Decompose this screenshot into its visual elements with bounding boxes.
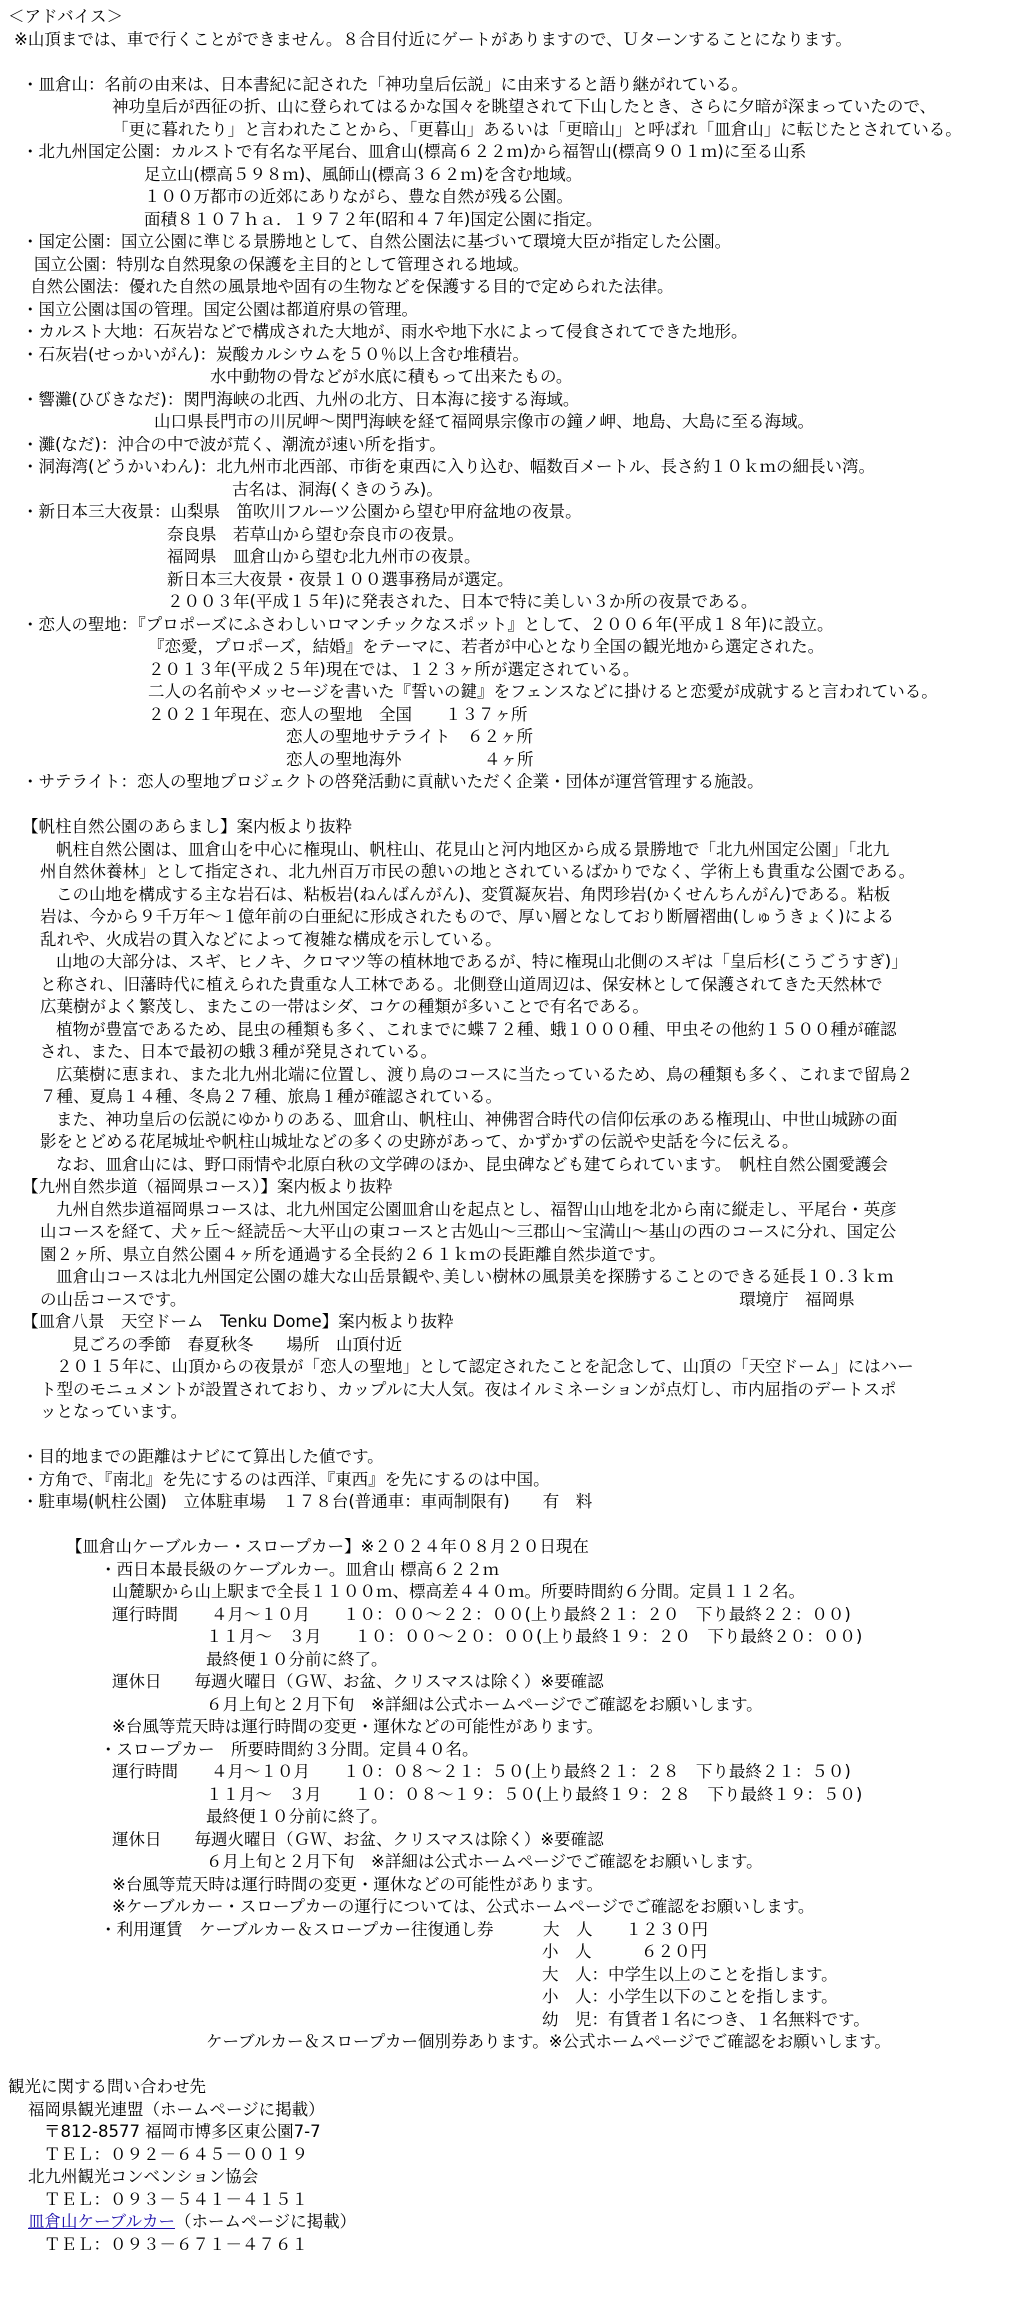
line-text: ・恋人の聖地：『プロポーズにふさわしいロマンチックなスポット』として、２００６年(平成１８年)に設立。	[22, 614, 834, 634]
text-line	[0, 929, 1033, 952]
text-line	[0, 524, 1033, 547]
text-line	[0, 1401, 1033, 1424]
line-text: ・響灘(ひびきなだ)：関門海峡の北西、九州の北方、日本海に接する海域。	[22, 389, 580, 409]
text-line	[0, 1154, 1033, 1177]
line-text: と称され、旧藩時代に植えられた貴重な人工林である。北側登山道周辺は、保安林として保護されてきた天然林で	[40, 974, 883, 994]
blank-line	[0, 1514, 1033, 1537]
line-text: 恋人の聖地海外 ４ヶ所	[286, 749, 534, 769]
text-line	[0, 1064, 1033, 1087]
line-text: ・西日本最長級のケーブルカー。皿倉山 標高６２２ｍ	[100, 1559, 500, 1579]
line-text: され、また、日本で最初の蛾３種が発見されている。	[40, 1042, 437, 1061]
text-line	[0, 951, 1033, 974]
line-text: ・カルスト大地：石灰岩などで構成された大地が、雨水や地下水によって侵食されてできた地形。	[22, 322, 748, 341]
cable-car-link[interactable]: 皿倉山ケーブルカー	[28, 2212, 176, 2231]
line-text: ６月上旬と２月下旬 ※詳細は公式ホームページでご確認をお願いします。	[206, 1694, 763, 1714]
text-line	[0, 1874, 1033, 1897]
line-text: ７種、夏鳥１４種、冬鳥２７種、旅鳥１種が確認されている。	[40, 1087, 502, 1106]
line-text: 最終便１０分前に終了。	[206, 1649, 388, 1669]
line-text: 植物が豊富であるため、昆虫の種類も多く、これまでに蝶７２種、蛾１０００種、甲虫その他約１５００種が確認	[56, 1019, 897, 1039]
text-line	[0, 2121, 1033, 2144]
text-line	[0, 1716, 1033, 1739]
text-line	[0, 974, 1033, 997]
line-text: ＜アドバイス＞	[8, 7, 124, 26]
text-line	[0, 119, 1033, 142]
text-line	[0, 1446, 1033, 1469]
text-line	[0, 74, 1033, 97]
text-line	[0, 1041, 1033, 1064]
text-line	[0, 1019, 1033, 1042]
text-line	[0, 1334, 1033, 1357]
text-line	[0, 2166, 1033, 2189]
line-text: 新日本三大夜景・夜景１００選事務局が選定。	[167, 569, 514, 589]
text-line	[0, 1176, 1033, 1199]
text-line	[0, 1356, 1033, 1379]
text-line	[0, 861, 1033, 884]
line-text: 山口県長門市の川尻岬～関門海峡を経て福岡県宗像市の鐘ノ岬、地島、大島に至る海域。	[154, 412, 814, 431]
line-text: 小 人：小学生以下のことを指します。	[542, 1987, 838, 2006]
line-text: ・国定公園：国立公園に準じる景勝地として、自然公園法に基づいて環境大臣が指定した公園。	[22, 232, 732, 251]
line-text: 小 人 ６２０円	[542, 1942, 707, 1961]
text-line	[0, 1266, 1033, 1289]
line-text: 自然公園法：優れた自然の風景地や固有の生物などを保護する目的で定められた法律。	[30, 277, 674, 296]
line-text: ・方角で、『南北』を先にするのは西洋、『東西』を先にするのは中国。	[22, 1469, 550, 1489]
text-line	[0, 2031, 1033, 2054]
line-text: 福岡県 皿倉山から望む北九州市の夜景。	[167, 547, 481, 566]
line-text: ・皿倉山：名前の由来は、日本書紀に記された「神功皇后伝説」に由来すると語り継がれている。	[22, 74, 748, 94]
line-text: ６月上旬と２月下旬 ※詳細は公式ホームページでご確認をお願いします。	[206, 1852, 763, 1871]
line-text: ※山頂までは、車で行くことができません。８合目付近にゲートがありますので、Ｕターンすることになります。	[14, 29, 852, 49]
line-text: 北九州観光コンベンション協会	[28, 2167, 259, 2186]
line-text: １１月～ ３月 １０：００～２０：００(上り最終１９：２０ 下り最終２０：００)	[206, 1627, 863, 1646]
line-text: ２００３年(平成１５年)に発表された、日本で特に美しい３か所の夜景である。	[167, 592, 758, 611]
line-text: 面積８１０７ｈａ．１９７２年(昭和４７年)国定公園に指定。	[144, 209, 603, 229]
text-line	[0, 2076, 1033, 2099]
line-text: 恋人の聖地サテライト ６２ヶ所	[286, 727, 534, 746]
text-line	[0, 1829, 1033, 1852]
text-line	[0, 411, 1033, 434]
line-text: １００万都市の近郊にありながら、豊な自然が残る公園。	[144, 187, 573, 206]
text-line	[0, 456, 1033, 479]
line-text: また、神功皇后の伝説にゆかりのある、皿倉山、帆柱山、神佛習合時代の信仰伝承のある権現山、中世山城跡の面	[56, 1109, 898, 1129]
text-line	[0, 1941, 1033, 1964]
line-text: 神功皇后が西征の折、山に登られてはるかな国々を眺望されて下山したとき、さらに夕暗が深まっていたので、	[112, 97, 937, 116]
text-line	[0, 1221, 1033, 1244]
line-text: この山地を構成する主な岩石は、粘板岩(ねんばんがん)、変質凝灰岩、角閃珍岩(かくせんちんがん)である。粘板	[56, 884, 891, 904]
text-line	[0, 1086, 1033, 1109]
line-text: ２０１３年(平成２５年)現在では、１２３ヶ所が選定されている。	[148, 659, 640, 679]
line-text: 乱れや、火成岩の貫入などによって複雑な構成を示している。	[40, 929, 502, 949]
text-line	[0, 1131, 1033, 1154]
line-text: 見ごろの季節 春夏秋冬 場所 山頂付近	[72, 1334, 402, 1354]
text-line	[0, 344, 1033, 367]
line-text: 「更に暮れたり」と言われたことから、「更暮山」あるいは「更暗山」と呼ばれ「皿倉山」に転じたとされている。	[112, 119, 962, 139]
text-line	[0, 209, 1033, 232]
line-text: ・国立公園は国の管理。国定公園は都道府県の管理。	[22, 299, 418, 319]
text-line	[0, 1986, 1033, 2009]
text-line	[0, 2099, 1033, 2122]
line-text: ＴＥＬ：０９３－５４１－４１５１	[44, 2189, 308, 2209]
text-line	[0, 1694, 1033, 1717]
line-text: 運行時間 ４月～１０月 １０：００～２２：００(上り最終２１：２０ 下り最終２２：００)	[112, 1604, 851, 1624]
text-line	[0, 1896, 1033, 1919]
text-line	[0, 366, 1033, 389]
line-text: 【皿倉八景 天空ドーム Tenku Dome】案内板より抜粋	[22, 1312, 454, 1331]
line-text: ・石灰岩(せっかいがん)：炭酸カルシウムを５０％以上含む堆積岩。	[22, 344, 529, 364]
text-line	[0, 996, 1033, 1019]
text-line	[0, 659, 1033, 682]
line-text: 皿倉山コースは北九州国定公園の雄大な山岳景観や､美しい樹林の風景美を探勝することのできる延長１０.３ｋｍ	[56, 1267, 894, 1286]
text-line	[0, 2009, 1033, 2032]
line-text: 国立公園：特別な自然現象の保護を主目的として管理される地域。	[34, 254, 529, 274]
text-line	[0, 884, 1033, 907]
line-text: ・目的地までの距離はナビにて算出した値です。	[22, 1447, 384, 1466]
text-line	[0, 1109, 1033, 1132]
line-text: ッとなっています。	[40, 1402, 188, 1421]
line-text: ・駐車場(帆柱公園) 立体駐車場 １７８台(普通車：車両制限有) 有 料	[22, 1492, 593, 1511]
line-text: 岩は、今から９千万年～１億年前の白亜紀に形成されたもので、厚い層となしており断層褶曲(しゅうきょく)による	[40, 907, 895, 926]
text-line	[0, 29, 1033, 52]
text-line	[0, 141, 1033, 164]
text-line	[0, 501, 1033, 524]
line-text: 水中動物の骨などが水底に積もって出来たもの。	[210, 367, 573, 386]
line-text: ※ケーブルカー・スロープカーの運行については、公式ホームページでご確認をお願いします。	[112, 1897, 815, 1916]
line-text: ２０１５年に、山頂からの夜景が「恋人の聖地」として認定されたことを記念して、山頂の「天空ドーム」にはハー	[56, 1357, 914, 1376]
line-text: １１月～ ３月 １０：０８～１９：５０(上り最終１９：２８ 下り最終１９：５０)	[206, 1784, 863, 1804]
line-text: 二人の名前やメッセージを書いた『誓いの鍵』をフェンスなどに掛けると恋愛が成就すると言われている。	[148, 682, 938, 701]
line-text: ・スロープカー 所要時間約３分間。定員４０名。	[100, 1739, 479, 1759]
line-text: ケーブルカー＆スロープカー個別券あります。※公式ホームページでご確認をお願いします。	[206, 2032, 891, 2051]
line-text: 州自然休養林」として指定され、北九州百万市民の憩いの地とされているばかりでなく、学術上も貴重な公園である。	[40, 862, 916, 881]
line-text: 運休日 毎週火曜日（ＧＷ、お盆、クリスマスは除く）※要確認	[112, 1672, 604, 1691]
line-text: ト型のモニュメントが設置されており、カップルに大人気。夜はイルミネーションが点灯し、市内屈指のデートスポ	[40, 1379, 897, 1399]
line-text: 足立山(標高５９８ｍ)、風師山(標高３６２ｍ)を含む地域。	[144, 164, 583, 184]
text-line	[0, 1289, 1033, 1312]
text-line	[0, 569, 1033, 592]
text-line	[0, 6, 1033, 29]
text-line	[0, 1739, 1033, 1762]
line-text: 【九州自然歩道（福岡県コース）】案内板より抜粋	[22, 1177, 393, 1196]
blank-line	[0, 794, 1033, 817]
line-text: 奈良県 若草山から望む奈良市の夜景。	[167, 524, 464, 544]
line-text: 運休日 毎週火曜日（ＧＷ、お盆、クリスマスは除く）※要確認	[112, 1829, 604, 1849]
line-text: ・サテライト：恋人の聖地プロジェクトの啓発活動に貢献いただく企業・団体が運営管理する施設。	[22, 772, 764, 791]
text-line	[0, 1964, 1033, 1987]
text-line	[0, 1491, 1033, 1514]
text-line	[0, 726, 1033, 749]
line-text: 帆柱自然公園は、皿倉山を中心に権現山、帆柱山、花見山と河内地区から成る景勝地で「北九州国定公園」「北九	[56, 839, 890, 859]
line-text: 古名は、洞海(くきのうみ)。	[232, 479, 443, 499]
text-line	[0, 1784, 1033, 1807]
text-line	[0, 546, 1033, 569]
line-text: 大 人：中学生以上のことを指します。	[542, 1964, 838, 1984]
text-line	[0, 1626, 1033, 1649]
text-line	[0, 1806, 1033, 1829]
blank-line	[0, 2054, 1033, 2077]
text-line	[0, 1671, 1033, 1694]
text-line	[0, 479, 1033, 502]
text-line	[0, 1649, 1033, 1672]
line-text: 福岡県観光連盟（ホームページに掲載）	[28, 2099, 325, 2119]
text-line	[0, 816, 1033, 839]
text-line	[0, 636, 1033, 659]
blank-line	[0, 1424, 1033, 1447]
text-line	[0, 96, 1033, 119]
line-text: 最終便１０分前に終了。	[206, 1807, 388, 1826]
text-line	[0, 1581, 1033, 1604]
line-text: ２０２１年現在、恋人の聖地 全国 １３７ヶ所	[148, 704, 528, 724]
text-line	[0, 614, 1033, 637]
line-text: ＴＥＬ：０９２－６４５－００１９	[44, 2144, 308, 2164]
text-line	[0, 771, 1033, 794]
text-line	[0, 389, 1033, 412]
text-line	[0, 1311, 1033, 1334]
text-line	[0, 704, 1033, 727]
line-text: 山地の大部分は、スギ、ヒノキ、クロマツ等の植林地であるが、特に権現山北側のスギは「皇后杉(こうごうすぎ)」	[56, 952, 908, 971]
text-line	[0, 299, 1033, 322]
text-line	[0, 839, 1033, 862]
text-line	[0, 1919, 1033, 1942]
line-text: ・新日本三大夜景：山梨県 笛吹川フルーツ公園から望む甲府盆地の夜景。	[22, 502, 582, 521]
text-line	[0, 591, 1033, 614]
text-line	[0, 276, 1033, 299]
text-line	[0, 1199, 1033, 1222]
line-text: ・北九州国定公園：カルストで有名な平尾台、皿倉山(標高６２２ｍ)から福智山(標高９０１ｍ)に至る山系	[22, 142, 807, 161]
text-line	[0, 321, 1033, 344]
text-line	[0, 186, 1033, 209]
line-text: 広葉樹に恵まれ、また北九州北端に位置し、渡り鳥のコースに当たっているため、鳥の種類も多く、これまで留鳥２	[56, 1064, 914, 1084]
text-line	[0, 1379, 1033, 1402]
text-line	[0, 231, 1033, 254]
line-text: ・灘(なだ)：沖合の中で波が荒く、潮流が速い所を指す。	[22, 434, 446, 454]
text-line	[0, 1604, 1033, 1627]
line-text: ※台風等荒天時は運行時間の変更・運休などの可能性があります。	[112, 1874, 604, 1894]
line-text: 〒812-8577 福岡市博多区東公園7-7	[44, 2122, 321, 2141]
text-line	[0, 681, 1033, 704]
text-line	[0, 906, 1033, 929]
text-line	[0, 2189, 1033, 2212]
line-text: 山コースを経て、犬ヶ丘～経読岳～大平山の東コースと古処山～三郡山～宝満山～基山の西のコースに分れ、国定公	[40, 1222, 897, 1241]
line-text: 広葉樹がよく繁茂し、またこの一帯はシダ、コケの種類が多いことで有名である。	[40, 997, 649, 1016]
text-line	[0, 1469, 1033, 1492]
line-text: なお、皿倉山には、野口雨情や北原白秋の文学碑のほか、昆虫碑なども建てられています。 帆柱自然公園愛護会	[56, 1154, 888, 1174]
text-line	[0, 164, 1033, 187]
line-text: 幼 児：有賃者１名につき、１名無料です。	[542, 2009, 870, 2029]
line-text: ・利用運賃 ケーブルカー＆スロープカー往復通し券 大 人 １２３０円	[100, 1919, 709, 1939]
text-line	[0, 2144, 1033, 2167]
line-text: ・洞海湾(どうかいわん)：北九州市北西部、市街を東西に入り込む、幅数百メートル、長さ約１０ｋｍの細長い湾。	[22, 457, 876, 476]
line-text: の山岳コースです。 環境庁 福岡県	[40, 1289, 855, 1309]
line-text: （ホームページに掲載）	[175, 2212, 357, 2231]
text-line	[0, 2211, 1033, 2234]
line-text: 運行時間 ４月～１０月 １０：０８～２１：５０(上り最終２１：２８ 下り最終２１：５０)	[112, 1762, 851, 1781]
line-text: 【帆柱自然公園のあらまし】案内板より抜粋	[22, 817, 352, 836]
line-text: 【皿倉山ケーブルカー・スロープカー】※２０２４年０８月２０日現在	[66, 1537, 589, 1556]
text-line	[0, 1244, 1033, 1267]
text-line	[0, 434, 1033, 457]
text-line	[0, 1851, 1033, 1874]
text-line	[0, 254, 1033, 277]
line-text: 九州自然歩道福岡県コースは、北九州国定公園皿倉山を起点とし、福智山山地を北から南に縦走し、平尾台・英彦	[56, 1199, 897, 1219]
line-text: ※台風等荒天時は運行時間の変更・運休などの可能性があります。	[112, 1717, 604, 1736]
text-line	[0, 1559, 1033, 1582]
line-text: ＴＥＬ：０９３－６７１－４７６１	[44, 2234, 308, 2254]
line-text: 影をとどめる花尾城址や帆柱山城址などの多くの史跡があって、かずかずの伝説や史話を今に伝える。	[40, 1132, 799, 1151]
text-line	[0, 749, 1033, 772]
text-line	[0, 2234, 1033, 2257]
line-text: 『恋愛，プロポーズ，結婚』をテーマに、若者が中心となり全国の観光地から選定された。	[148, 637, 825, 656]
line-text: 園２ヶ所、県立自然公園４ヶ所を通過する全長約２６１ｋｍの長距離自然歩道です。	[40, 1244, 666, 1264]
blank-line	[0, 51, 1033, 74]
text-line	[0, 1761, 1033, 1784]
line-text: 観光に関する問い合わせ先	[8, 2077, 206, 2096]
line-text: 山麓駅から山上駅まで全長１１００ｍ、標高差４４０ｍ。所要時間約６分間。定員１１２名。	[112, 1582, 805, 1601]
text-line	[0, 1536, 1033, 1559]
